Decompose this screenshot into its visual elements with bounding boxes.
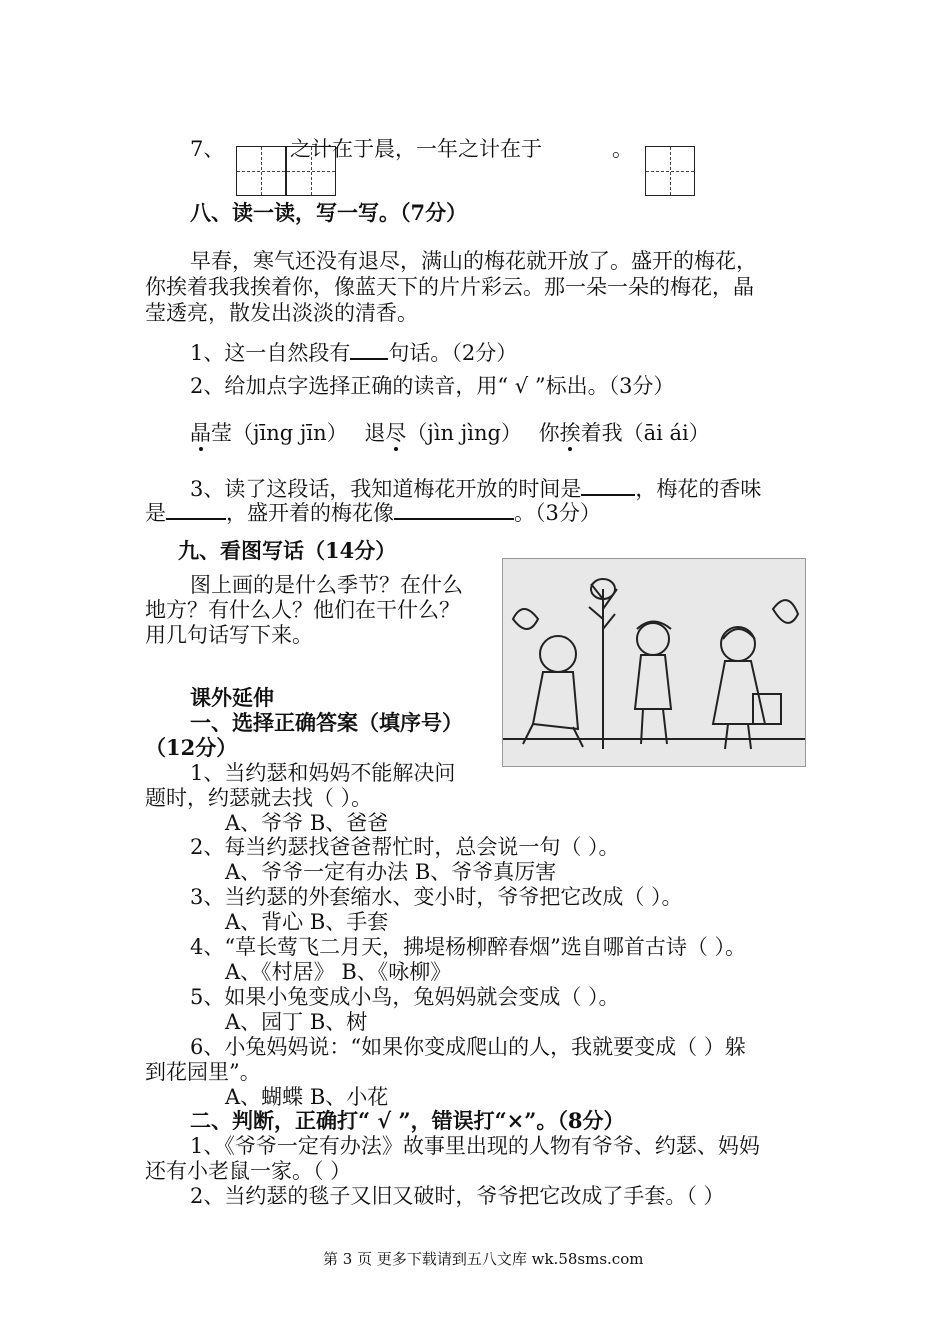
question-text: 句话。（2分） <box>388 341 518 365</box>
answer-blank[interactable] <box>581 474 635 496</box>
sec8-question-2: 2、给加点字选择正确的读音，用“ √ ”标出。（3分） <box>190 374 675 398</box>
choice-question: 6、小兔妈妈说：“如果你变成爬山的人，我就要变成（ ）躲 <box>190 1035 746 1059</box>
pinyin-item-1 <box>190 421 348 445</box>
passage-line: 莹透亮，散发出淡淡的清香。 <box>145 301 418 325</box>
judge-question: 2、当约瑟的毯子又旧又破时，爷爷把它改成了手套。（ ） <box>190 1184 725 1208</box>
pinyin-choices: 着我（āi ái） <box>580 421 710 445</box>
choice-options: A、蝴蝶 B、小花 <box>225 1085 389 1109</box>
choice-question: 题时，约瑟就去找（ ）。 <box>145 786 373 810</box>
extension-title: 课外延伸 <box>190 685 274 710</box>
prompt-line: 图上画的是什么季节？在什么 <box>190 573 463 597</box>
dotted-char: 晶 <box>190 421 211 445</box>
sec8-question-1 <box>190 338 517 366</box>
question-text: 1、这一自然段有 <box>190 341 351 365</box>
pinyin-item-3 <box>539 421 710 445</box>
choice-question: 到花园里”。 <box>145 1060 261 1084</box>
choice-question: 4、“草长莺飞二月天，拂堤杨柳醉春烟”选自哪首古诗（ ）。 <box>190 935 747 959</box>
choice-options: A、背心 B、手套 <box>225 910 389 934</box>
char: 你 <box>538 421 560 445</box>
question-text: 3、读了这段话，我知道梅花开放的时间是 <box>190 477 582 501</box>
pinyin-box-3 <box>645 146 695 196</box>
choice-options: A、《村居》 B、《咏柳》 <box>225 960 452 984</box>
choice-options: A、园丁 B、树 <box>225 1010 368 1034</box>
ext-section-1-title: 一、选择正确答案（填序号） <box>190 710 463 735</box>
section-9-title: 九、看图写话（14分） <box>178 538 397 563</box>
judge-question: 1、《爷爷一定有办法》故事里出现的人物有爷爷、约瑟、妈妈 <box>190 1134 760 1158</box>
answer-blank[interactable] <box>394 498 514 520</box>
q7-number: 7、 <box>190 137 225 161</box>
q7-text: 之计在于晨，一年之计在于 <box>290 137 542 161</box>
illustration-drawing <box>503 559 805 766</box>
choice-options: A、爷爷 B、爸爸 <box>225 811 389 835</box>
question-text: ，盛开着的梅花像 <box>226 501 394 525</box>
answer-blank[interactable] <box>166 498 226 520</box>
question-text: 是 <box>145 501 166 525</box>
choice-options: A、爷爷一定有办法 B、爷爷真厉害 <box>225 860 557 884</box>
passage-line: 你挨着我我挨着你，像蓝天下的片片彩云。那一朵一朵的梅花，晶 <box>145 275 754 299</box>
dotted-char: 尽 <box>385 421 407 445</box>
pinyin-options <box>190 420 710 446</box>
page-footer: 第 3 页 更多下载请到五八文库 wk.58sms.com <box>323 1250 644 1268</box>
answer-blank[interactable] <box>350 338 388 360</box>
q7-end: 。 <box>612 137 633 161</box>
char: 退 <box>364 421 386 445</box>
pinyin-item-2 <box>364 421 522 445</box>
section-8-title: 八、读一读，写一写。（7分） <box>190 200 468 225</box>
ext-section-1-score: （12分） <box>145 735 238 760</box>
judge-question: 还有小老鼠一家。（ ） <box>145 1159 352 1183</box>
pinyin-box-1 <box>236 146 286 196</box>
choice-question: 5、如果小兔变成小鸟，兔妈妈就会变成（ ）。 <box>190 985 620 1009</box>
dotted-char: 挨 <box>559 421 581 445</box>
prompt-line: 地方？有什么人？他们在干什么？ <box>145 598 460 622</box>
ext-section-2-title: 二、判断，正确打“ √ ”，错误打“×”。（8分） <box>190 1108 625 1133</box>
pinyin-choices: 莹（jīng jīn） <box>211 421 348 445</box>
question-text: ，梅花的香味 <box>635 477 762 501</box>
choice-question: 2、每当约瑟找爸爸帮忙时，总会说一句（ ）。 <box>190 835 620 859</box>
illustration-children-planting-trees <box>502 558 806 767</box>
sec8-question-3-cont <box>145 498 601 526</box>
question-text: 。（3分） <box>514 501 601 525</box>
choice-question: 1、当约瑟和妈妈不能解决问 <box>190 761 456 785</box>
prompt-line: 用几句话写下来。 <box>145 623 313 647</box>
choice-question: 3、当约瑟的外套缩水、变小时，爷爷把它改成（ ）。 <box>190 885 683 909</box>
pinyin-choices: （jìn jìng） <box>406 421 522 445</box>
passage-line: 早春，寒气还没有退尽，满山的梅花就开放了。盛开的梅花， <box>190 249 757 273</box>
